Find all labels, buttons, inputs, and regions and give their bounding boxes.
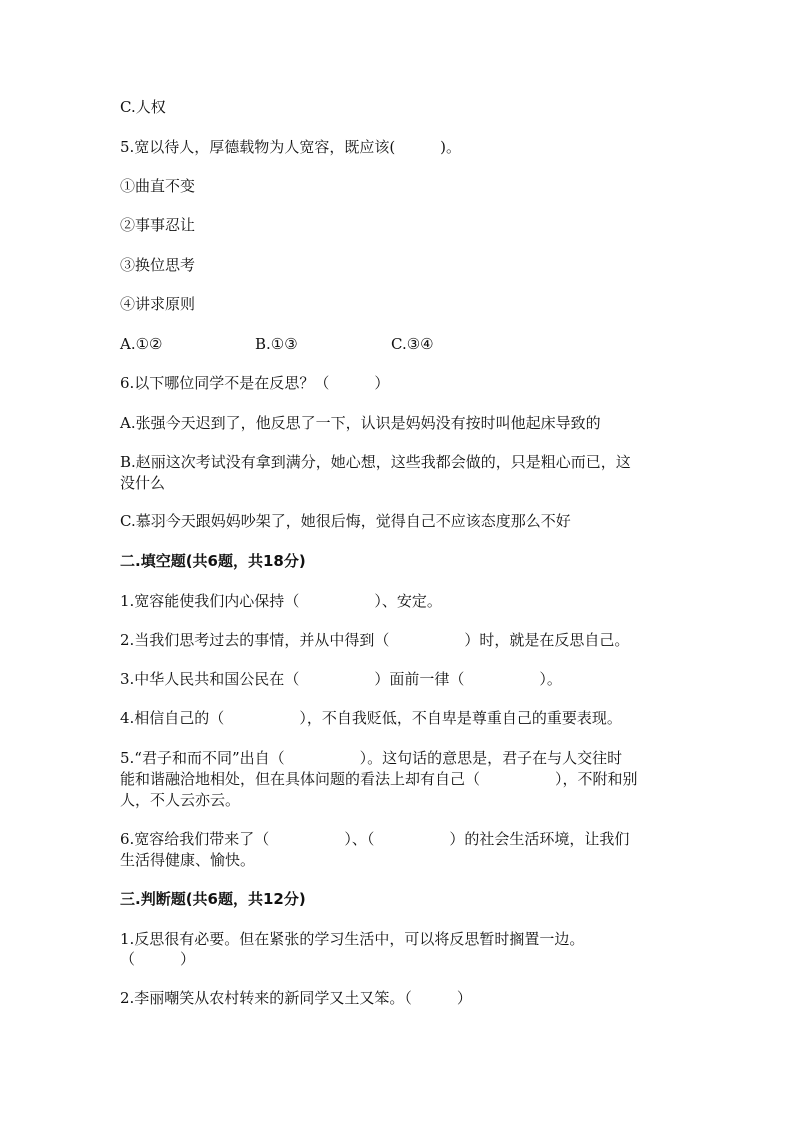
q5-option-a: A.①② (120, 335, 163, 353)
s2-q5-line3: 人，不人云亦云。 (120, 791, 241, 809)
s2-q4: 4.相信自己的（ ），不自我贬低，不自卑是尊重自己的重要表现。 (120, 709, 622, 727)
s2-q5-line2: 能和谐融洽地相处，但在具体问题的看法上却有自己（ ），不附和别 (120, 770, 638, 788)
s2-q5-line1: 5.“君子和而不同”出自（ ）。这句话的意思是，君子在与人交往时 (120, 749, 623, 767)
s2-q3: 3.中华人民共和国公民在（ ）面前一律（ ）。 (120, 670, 562, 688)
s2-q6-line1: 6.宽容给我们带来了（ ）、（ ）的社会生活环境，让我们 (120, 830, 630, 848)
q5-item-1: ①曲直不变 (120, 177, 196, 195)
q5-option-c: C.③④ (391, 335, 434, 353)
q6-option-a: A.张强今天迟到了，他反思了一下，认识是妈妈没有按时叫他起床导致的 (120, 414, 601, 432)
q6-option-b-line1: B.赵丽这次考试没有拿到满分，她心想，这些我都会做的，只是粗心而已，这 (120, 453, 631, 471)
section2-heading: 二.填空题(共6题，共18分) (120, 552, 306, 570)
q5-option-b: B.①③ (255, 335, 298, 353)
q4-option-c: C.人权 (120, 98, 166, 116)
s3-q1-line1: 1.反思很有必要。但在紧张的学习生活中，可以将反思暂时搁置一边。 (120, 930, 585, 948)
q5-stem: 5.宽以待人，厚德载物为人宽容，既应该( )。 (120, 138, 462, 156)
q6-stem: 6.以下哪位同学不是在反思？（ ） (120, 374, 390, 392)
s2-q1: 1.宽容能使我们内心保持（ ）、安定。 (120, 592, 442, 610)
q6-option-c: C.慕羽今天跟妈妈吵架了，她很后悔，觉得自己不应该态度那么不好 (120, 512, 571, 530)
s2-q6-line2: 生活得健康、愉快。 (120, 851, 256, 869)
s3-q2: 2.李丽嘲笑从农村转来的新同学又土又笨。（ ） (120, 989, 472, 1007)
q5-item-4: ④讲求原则 (120, 295, 196, 313)
q5-item-3: ③换位思考 (120, 256, 196, 274)
q5-item-2: ②事事忍让 (120, 216, 196, 234)
q6-option-b-line2: 没什么 (120, 474, 166, 492)
s2-q2: 2.当我们思考过去的事情，并从中得到（ ）时，就是在反思自己。 (120, 631, 630, 649)
section3-heading: 三.判断题(共6题，共12分) (120, 890, 306, 908)
s3-q1-line2: （ ） (120, 950, 196, 968)
